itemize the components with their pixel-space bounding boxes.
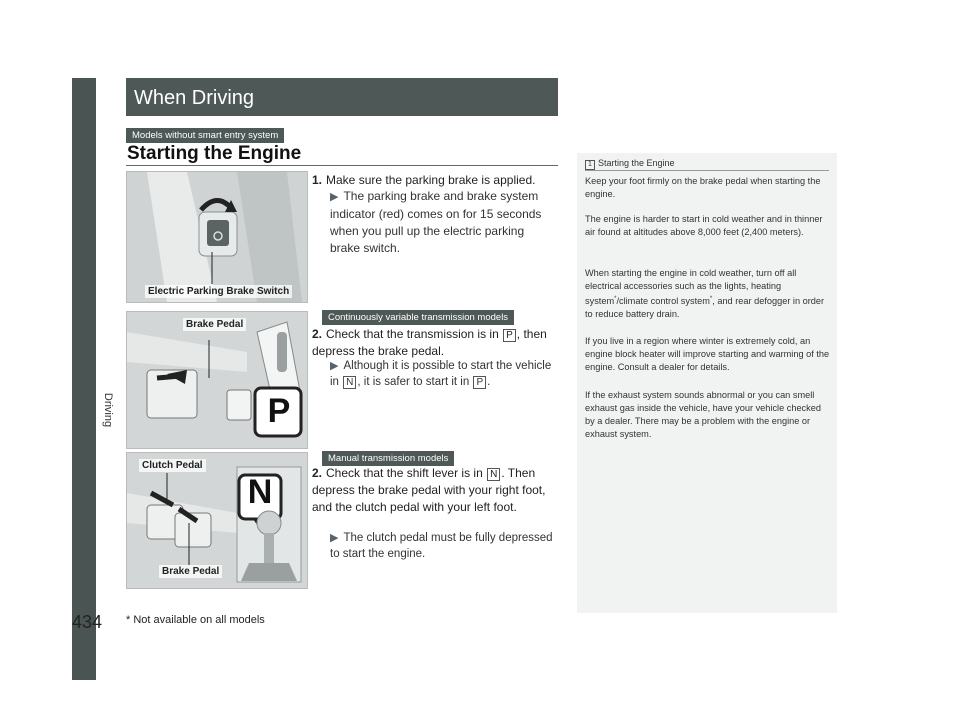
step-2-cvt-sub-mid: , it is safer to start it in [357, 376, 470, 388]
step-1-number: 1. [312, 173, 323, 187]
panel-title [585, 158, 675, 170]
chapter-side-bar [72, 78, 96, 680]
figure1-callout: Electric Parking Brake Switch [145, 285, 292, 298]
arrow-icon: ▶ [330, 360, 339, 372]
panel-paragraph-4: If you live in a region where winter is extremely cold, an engine block heater will improve starting and warming of the engine. Consult a dealer for details. [585, 336, 830, 372]
shift-n-letter: N [247, 473, 273, 511]
step-2-cvt-sub [330, 358, 558, 390]
panel-paragraph-2: The engine is harder to start in cold weather and in thinner air found at altitudes above 8,000 feet (2,400 meters). [585, 214, 823, 237]
step-1-sub-text: The parking brake and brake system indicator (red) comes on for 15 seconds when you pull up the electric parking brake switch. [330, 189, 542, 255]
cvt-tag: Continuously variable transmission models [322, 310, 514, 325]
step-2-mt-sub [330, 530, 558, 562]
panel-rule [585, 170, 829, 171]
shift-p-letter: P [267, 392, 291, 430]
key-n: N [343, 376, 356, 389]
chapter-label-container [96, 392, 120, 428]
step-2-mt-text-before: Check that the shift lever is in [326, 466, 483, 480]
panel-p3-part-a: When starting the engine in cold weather, turn off all electrical accessories such as the lights, heating system [585, 268, 797, 307]
step-1 [312, 172, 562, 189]
key-p: P [503, 329, 516, 342]
figure-brake-pedal-cvt [126, 311, 308, 449]
arrow-icon: ▶ [330, 191, 339, 203]
chapter-label: Driving [102, 392, 114, 428]
page-header [126, 78, 558, 116]
step-1-sub [330, 188, 556, 257]
panel-p3-part-c: , and rear defogger in order to reduce battery drain. [585, 296, 825, 320]
panel-note-icon: 1 [585, 160, 595, 170]
step-1-text: Make sure the parking brake is applied. [326, 173, 536, 187]
panel-paragraph-3: When starting the engine in cold weather, turn off all electrical accessories such as the lights, heating system*/climate control system*, and rear defogger in order to reduce battery drain. [585, 268, 825, 320]
step-2-mt-number: 2. [312, 466, 323, 480]
figure-parking-brake [126, 171, 308, 303]
mt-tag: Manual transmission models [322, 451, 454, 466]
panel-paragraph-1: Keep your foot firmly on the brake pedal when starting the engine. [585, 176, 821, 199]
panel-title-text: Starting the Engine [598, 158, 675, 168]
figure2-callout: Brake Pedal [183, 318, 246, 331]
step-2-cvt-text-before: Check that the transmission is in [326, 327, 499, 341]
header-title: When Driving [134, 87, 255, 109]
figure-clutch-brake-mt [126, 452, 308, 589]
step-2-cvt-number: 2. [312, 327, 323, 341]
step-2-mt [312, 465, 560, 516]
step-2-cvt [312, 326, 560, 360]
page-number: 434 [72, 612, 103, 632]
step-2-mt-text-after: . Then depress the brake pedal with your right foot, and the clutch pedal with your left foot. [312, 466, 546, 514]
arrow-icon: ▶ [330, 532, 339, 544]
panel-p3-part-b: /climate control system [616, 296, 710, 307]
panel-paragraph-5: If the exhaust system sounds abnormal or you can smell exhaust gas inside the vehicle, have your vehicle checked by a dealer. There may be a problem with the engine or exhaust system. [585, 390, 821, 439]
key-p-2: P [473, 376, 486, 389]
section-tag: Models without smart entry system [126, 128, 284, 143]
key-n-mt: N [487, 468, 500, 481]
section-title: Starting the Engine [127, 143, 302, 164]
footnote: * Not available on all models [126, 614, 265, 626]
step-2-cvt-sub-before: Although it is possible to start the vehicle in [330, 360, 552, 388]
figure3-callout-top: Clutch Pedal [139, 459, 206, 472]
parking-brake-illustration [127, 172, 307, 302]
section-rule [126, 165, 558, 166]
step-2-cvt-sub-after: . [487, 376, 491, 388]
step-2-mt-sub-text: The clutch pedal must be fully depressed to start the engine. [330, 532, 553, 560]
step-2-cvt-text-after: , then depress the brake pedal. [312, 327, 547, 358]
figure3-callout-bottom: Brake Pedal [159, 565, 222, 578]
